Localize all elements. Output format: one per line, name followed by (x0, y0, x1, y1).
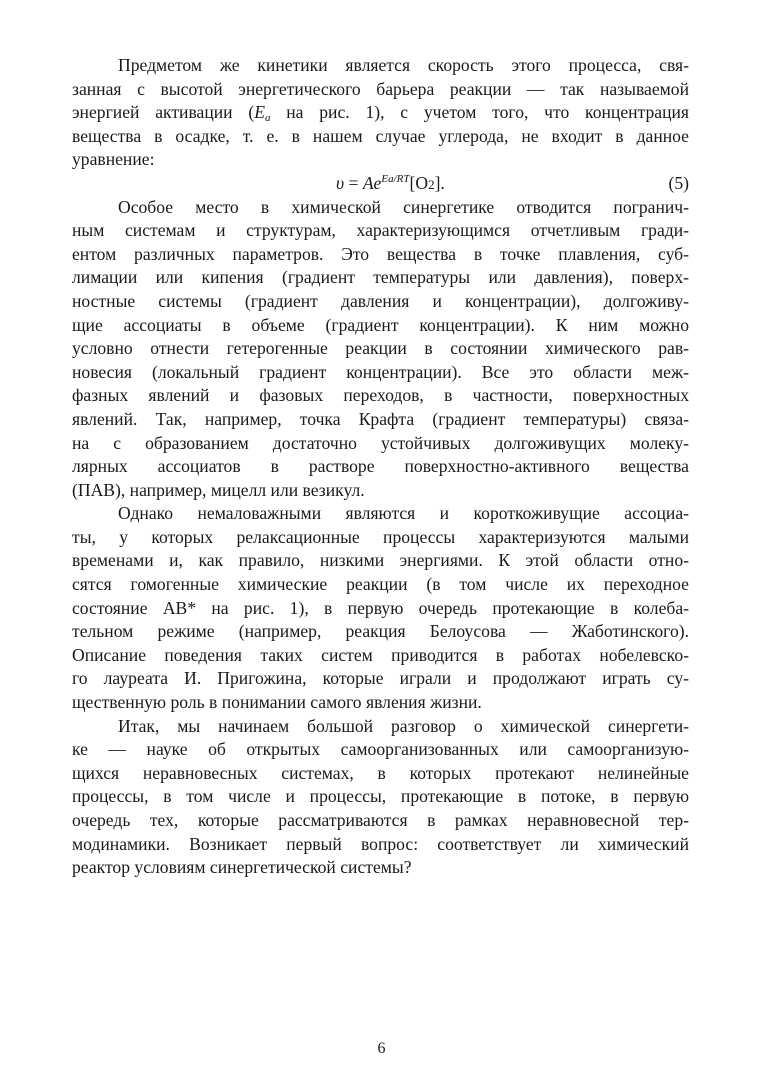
text-line: лимации или кипения (градиент температуры или давления), поверх- (72, 267, 689, 288)
activation-energy-symbol: E (254, 102, 265, 123)
text-line: реактор условиям синергетической системы? (72, 857, 412, 878)
text-line: щихся неравновесных системах, в которых протекают нелинейные (72, 762, 689, 783)
text-line: ностные системы (градиент давления и концентрации), долгоживу- (72, 290, 689, 311)
text-line: модинамики. Возникает первый вопрос: соответствует ли химический (72, 833, 689, 854)
text-line: уравнение: (72, 149, 155, 170)
text-line: временами и, как правило, низкими энергиями. К этой области отно- (72, 550, 689, 571)
page-number: 6 (377, 1040, 386, 1057)
text-line: явлений. Так, например, точка Крафта (градиент температуры) связа- (72, 408, 689, 429)
text-line: условно отнести гетерогенные реакции в состоянии химического рав- (72, 338, 689, 359)
text-line: ным системам и структурам, характеризующимся отчетливым гради- (72, 220, 689, 241)
text-line: Особое место в химической синергетике отводится погранич- (118, 196, 689, 217)
equation-formula: $\upsilon = Ae^{Ea/RT}[O2]$. (336, 172, 445, 193)
text-line: Однако немаловажными являются и короткоживущие ассоциа- (118, 503, 689, 524)
activation-energy-subscript: a (264, 112, 271, 125)
text-line: Предметом же кинетики является скорость этого процесса, свя- (118, 55, 689, 75)
equation-number: (5) (668, 172, 689, 193)
paragraph-4 (72, 715, 689, 880)
text-line: лярных ассоциатов в растворе поверхностно-активного вещества (72, 456, 689, 477)
text-line: сятся гомогенные химические реакции (в том числе их переходное (72, 574, 689, 595)
text-line: го лауреата И. Пригожина, которые играли и продолжают играть су- (72, 668, 689, 689)
text-line: Итак, мы начинаем большой разговор о химической синергети- (118, 715, 689, 736)
paragraph-1 (72, 54, 689, 172)
text-line: состояние AB* на рис. 1), в первую очередь протекающие в колеба- (72, 597, 689, 618)
text-line: (ПАВ), например, мицелл или везикул. (72, 479, 365, 500)
text-line: ентом различных параметров. Это вещества в точке плавления, суб- (72, 243, 689, 264)
text-line: ке — науке об открытых самоорганизованных или самоорганизую- (72, 739, 689, 760)
text-line: Описание поведения таких систем приводится в работах нобелевско- (72, 644, 689, 665)
text-line: щие ассоциаты в объеме (градиент концентрации). К ним можно (72, 314, 689, 335)
paragraph-3 (72, 502, 689, 714)
text-fragment: энергией активации ( (72, 102, 255, 123)
text-line: занная с высотой энергетического барьера реакции — так называемой (72, 78, 689, 99)
page-body (72, 54, 689, 880)
text-line: фазных явлений и фазовых переходов, в частности, поверхностных (72, 385, 689, 406)
text-line: процессы, в том числе и процессы, протекающие в потоке, в первую (72, 786, 689, 807)
text-line: новесия (локальный градиент концентрации). Все это области меж- (72, 361, 689, 382)
text-line: ты, у которых релаксационные процессы характеризуются малыми (72, 526, 689, 547)
text-line: на с образованием достаточно устойчивых долгоживущих молеку- (72, 432, 689, 453)
text-fragment: на рис. 1), с учетом того, что концентрация (270, 102, 689, 123)
text-line: тельном режиме (например, реакция Белоусова — Жаботинского). (72, 621, 689, 642)
text-line: щественную роль в понимании самого явления жизни. (72, 692, 482, 713)
text-line: очередь тех, которые рассматриваются в рамках неравновесной тер- (72, 810, 689, 830)
text-line (72, 101, 689, 125)
text-line: вещества в осадке, т. е. в нашем случае углерода, не входит в данное (72, 125, 689, 146)
paragraph-2 (72, 196, 689, 503)
equation-5 (72, 172, 689, 196)
